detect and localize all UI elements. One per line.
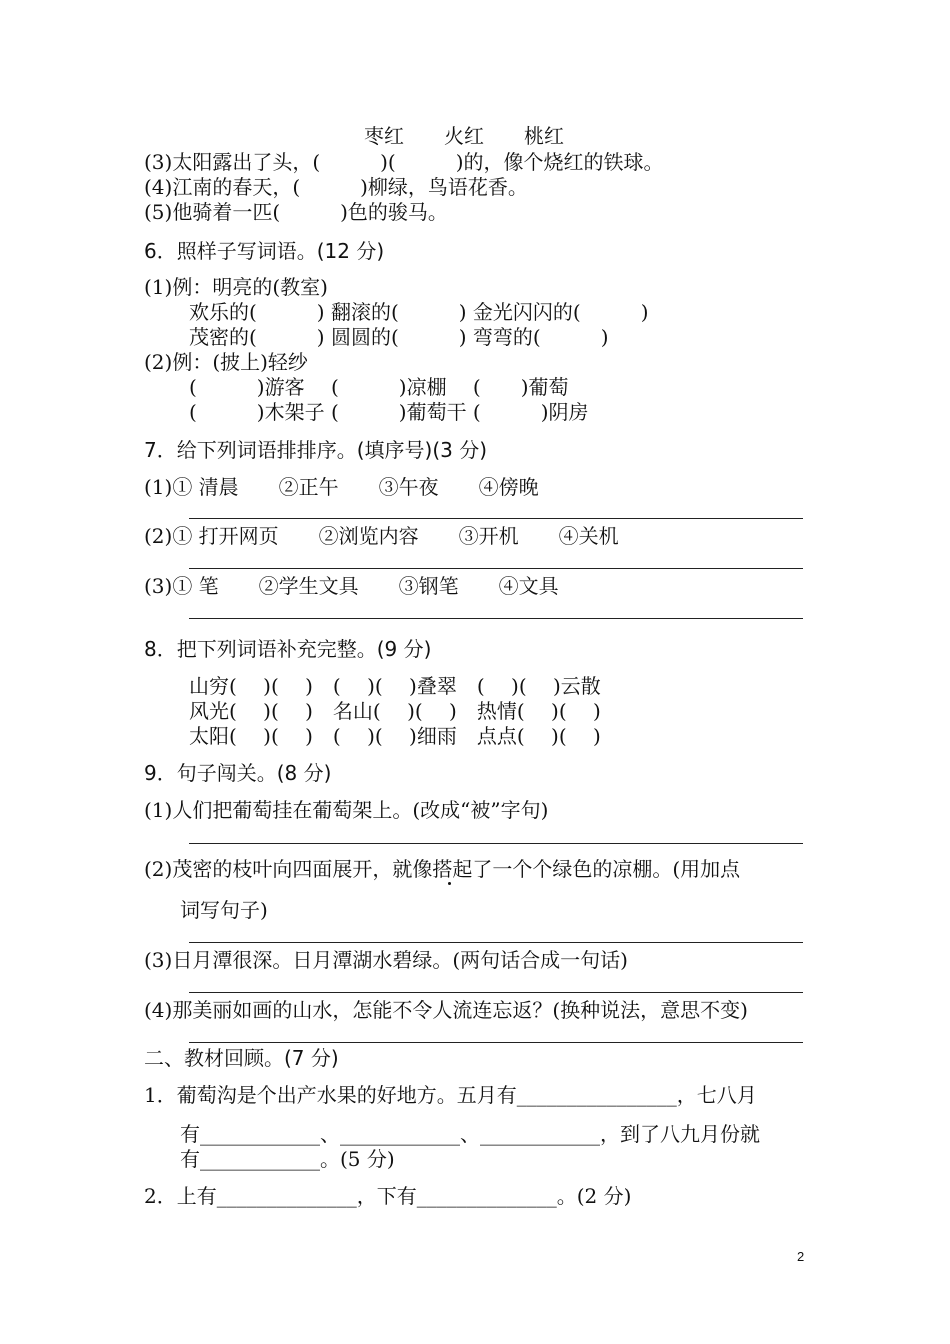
q6-row-1a: 欢乐的( ) 翻滚的( ) 金光闪闪的( ) [189,300,649,324]
q7-item-2: (2)① 打开网页 ②浏览内容 ③开机 ④关机 [144,524,619,548]
emphasis-dot [448,882,451,885]
q8-row-3: 太阳( )( ) ( )( )细雨 点点( )( ) [189,724,601,748]
q5-item-5: (5)他骑着一匹( )色的骏马。 [144,200,448,224]
answer-line[interactable] [189,618,803,619]
part2-heading: 二、教材回顾。(7 分) [144,1046,339,1070]
part2-q1-line1: 1．葡萄沟是个出产水果的好地方。五月有________________，七八月 [144,1083,757,1107]
q6-example-2: (2)例：(披上)轻纱 [144,350,308,374]
q9-sentence-3: (3)日月潭很深。日月潭湖水碧绿。(两句话合成一句话) [144,948,628,972]
q5-item-3: (3)太阳露出了头，( )( )的，像个烧红的铁球。 [144,150,664,174]
answer-line[interactable] [189,843,803,844]
answer-line[interactable] [189,1042,803,1043]
part2-q1-line3: 有____________。(5 分) [180,1147,395,1171]
q6-row-1b: 茂密的( ) 圆圆的( ) 弯弯的( ) [189,325,609,349]
color-word-bank: 枣红 火红 桃红 [364,124,564,148]
q9-sentence-1: (1)人们把葡萄挂在葡萄架上。(改成“被”字句) [144,798,549,822]
q8-row-2: 风光( )( ) 名山( )( ) 热情( )( ) [189,699,601,723]
q8-row-1: 山穷( )( ) ( )( )叠翠 ( )( )云散 [189,674,601,698]
q9-sentence-4: (4)那美丽如画的山水，怎能不令人流连忘返？(换种说法，意思不变) [144,998,748,1022]
q6-heading: 6．照样子写词语。(12 分) [144,239,385,263]
answer-line[interactable] [189,568,803,569]
part2-q1-line2: 有____________、____________、____________，到了八九月份就 [180,1122,760,1146]
q9-sentence-2b: 词写句子) [180,898,268,922]
q9-heading: 9．句子闯关。(8 分) [144,761,332,785]
q6-row-2b: ( )木架子 ( )葡萄干 ( )阴房 [189,400,589,424]
q6-row-2a: ( )游客 ( )凉棚 ( )葡萄 [189,375,569,399]
answer-line[interactable] [189,518,803,519]
q7-heading: 7．给下列词语排排序。(填序号)(3 分) [144,438,488,462]
answer-line[interactable] [189,992,803,993]
q5-item-4: (4)江南的春天，( )柳绿，鸟语花香。 [144,175,528,199]
answer-line[interactable] [189,942,803,943]
q6-example-1: (1)例：明亮的(教室) [144,275,328,299]
q8-heading: 8．把下列词语补充完整。(9 分) [144,637,432,661]
q7-item-3: (3)① 笔 ②学生文具 ③钢笔 ④文具 [144,574,559,598]
q7-item-1: (1)① 清晨 ②正午 ③午夜 ④傍晚 [144,475,539,499]
q9-sentence-2a: (2)茂密的枝叶向四面展开，就像搭起了一个个绿色的凉棚。(用加点 [144,857,741,881]
page-number: 2 [797,1249,805,1264]
part2-q2: 2．上有______________，下有______________。(2 分) [144,1184,632,1208]
